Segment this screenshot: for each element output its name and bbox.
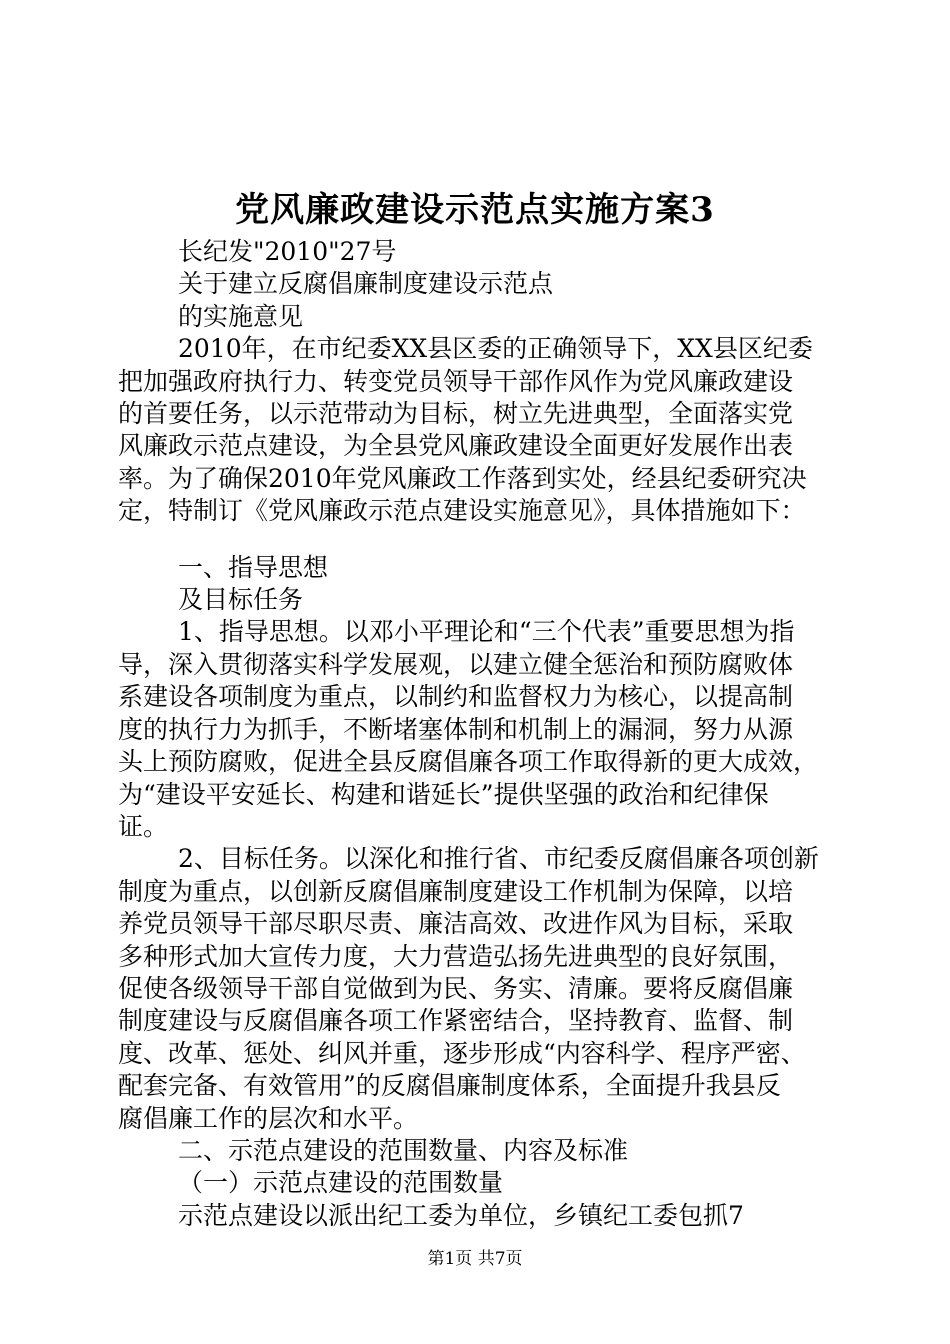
paragraph-line: 导，深入贯彻落实科学发展观，以建立健全惩治和预防腐败体 <box>118 649 794 679</box>
paragraph-line: 1、指导思想。以邓小平理论和“三个代表”重要思想为指 <box>178 617 795 647</box>
document-title: 党风廉政建设示范点实施方案3 <box>235 190 715 230</box>
paragraph-line: 为“建设平安延长、构建和谐延长”提供坚强的政治和纪律保 <box>118 779 769 809</box>
paragraph-line: 率。为了确保2010年党风廉政工作落到实处，经县纪委研究决 <box>118 463 807 493</box>
page-footer: 第1页 共7页 <box>427 1249 523 1269</box>
section-heading: 二、示范点建设的范围数量、内容及标准 <box>178 1135 629 1165</box>
paragraph-line: 把加强政府执行力、转变党员领导干部作风作为党风廉政建设 <box>118 366 794 396</box>
paragraph-line: 证。 <box>118 811 169 841</box>
paragraph-line: 2、目标任务。以深化和推行省、市纪委反腐倡廉各项创新 <box>178 844 819 874</box>
paragraph-line: 度、改革、惩处、纠风并重，逐步形成“内容科学、程序严密、 <box>118 1038 806 1068</box>
doc-number-line: 长纪发"2010"27号 <box>178 237 397 266</box>
subtitle-line-1: 关于建立反腐倡廉制度建设示范点 <box>178 269 554 299</box>
paragraph-line: 系建设各项制度为重点，以制约和监督权力为核心，以提高制 <box>118 682 794 712</box>
paragraph-gap <box>118 528 856 552</box>
paragraph-line: 度的执行力为抓手，不断堵塞体制和机制上的漏洞，努力从源 <box>118 714 794 744</box>
paragraph-line: 风廉政示范点建设，为全县党风廉政建设全面更好发展作出表 <box>118 431 794 461</box>
paragraph-line: 的首要任务，以示范带动为目标，树立先进典型，全面落实党 <box>118 399 794 429</box>
section-heading-continued: 及目标任务 <box>178 585 304 615</box>
paragraph-line: 促使各级领导干部自觉做到为民、务实、清廉。要将反腐倡廉 <box>118 973 794 1003</box>
paragraph-line: 定，特制订《党风廉政示范点建设实施意见》，具体措施如下： <box>118 496 806 526</box>
paragraph-line: 配套完备、有效管用”的反腐倡廉制度体系，全面提升我县反 <box>118 1071 781 1101</box>
paragraph-line: 养党员领导干部尽职尽责、廉洁高效、改进作风为目标，采取 <box>118 909 794 939</box>
paragraph-line: 腐倡廉工作的层次和水平。 <box>118 1103 419 1133</box>
section-heading: 一、指导思想 <box>178 552 329 582</box>
document-body <box>118 236 856 1232</box>
paragraph-line: 头上预防腐败，促进全县反腐倡廉各项工作取得新的更大成效， <box>118 747 819 777</box>
paragraph-line: 示范点建设以派出纪工委为单位，乡镇纪工委包抓7 <box>178 1200 744 1230</box>
paragraph-line: 多种形式加大宣传力度，大力营造弘扬先进典型的良好氛围， <box>118 941 794 971</box>
subtitle-line-2: 的实施意见 <box>178 301 304 331</box>
subsection-heading: （一）示范点建设的范围数量 <box>178 1168 504 1198</box>
paragraph-line: 制度建设与反腐倡廉各项工作紧密结合，坚持教育、监督、制 <box>118 1006 794 1036</box>
paragraph-line: 2010年，在市纪委XX县区委的正确领导下，XX县区纪委 <box>178 334 813 364</box>
paragraph-line: 制度为重点，以创新反腐倡廉制度建设工作机制为保障，以培 <box>118 876 794 906</box>
